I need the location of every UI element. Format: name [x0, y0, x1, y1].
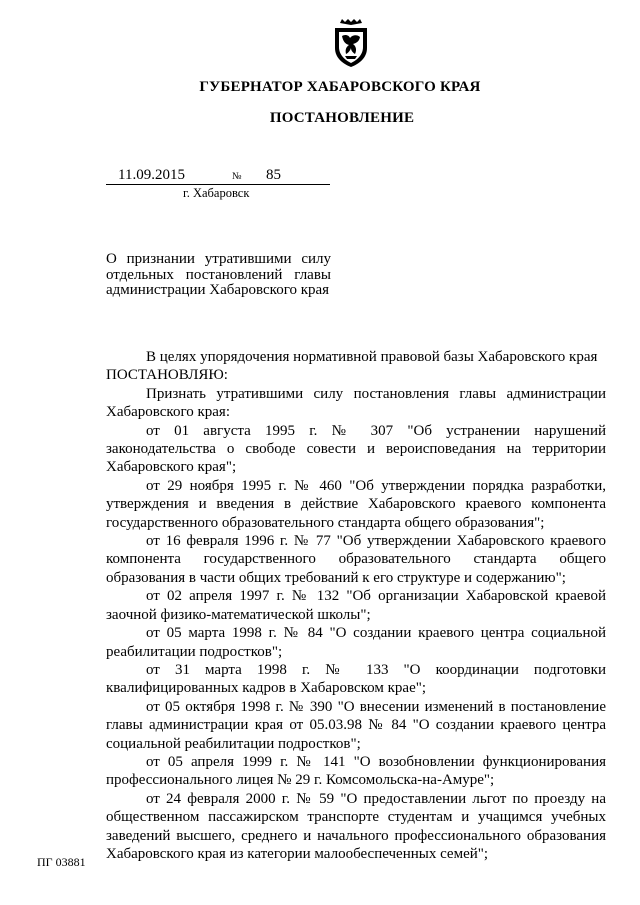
- body-paragraph: от 31 марта 1998 г. № 133 "О координации подготовки квалифицированных кадров в Хабаровском крае";: [106, 661, 606, 697]
- coat-of-arms-icon: [329, 18, 373, 68]
- body-paragraph: от 01 августа 1995 г. № 307 "Об устранении нарушений законодательства о свободе совести и вероисповедания на территории Хабаровского края";: [106, 422, 606, 476]
- document-number: 85: [266, 167, 281, 183]
- body-paragraph: от 16 февраля 1996 г. № 77 "Об утверждении Хабаровского краевого компонента государственного образовательного стандарта общего образования в части общих требований к его структуре и содержанию";: [106, 533, 606, 586]
- body-paragraph: Признать утратившими силу постановления главы администрации Хабаровского края:: [106, 385, 606, 421]
- authority-heading: ГУБЕРНАТОР ХАБАРОВСКОГО КРАЯ: [199, 79, 481, 95]
- document-title: О признании утратившими силу отдельных постановлений главы администрации Хабаровского края: [106, 251, 331, 298]
- document-date: 11.09.2015: [118, 167, 185, 183]
- body-paragraph: от 05 октября 1998 г. № 390 "О внесении изменений в постановление главы администрации края от 05.03.98 № 84 "О создании краевого центра социальной реабилитации подростков";: [106, 698, 606, 752]
- body-paragraph: от 29 ноября 1995 г. № 460 "Об утверждении порядка разработки, утверждения и введения в действие Хабаровского краевого компонента государственного образовательного стандарта общего образования";: [106, 477, 606, 531]
- body-paragraph: от 24 февраля 2000 г. № 59 "О предоставлении льгот по проезду на общественном пассажирском транспорте студентам и учащимся учебных заведений высшего, среднего и начального профессионального образования Хабаровского края из категории малообеспеченных семей";: [106, 790, 606, 862]
- body-paragraph: от 05 апреля 1999 г. № 141 "О возобновлении функционирования профессионального лицея № 29 г. Комсомольска-на-Амуре";: [106, 753, 606, 789]
- number-sign: №: [232, 171, 242, 182]
- document-type-heading: ПОСТАНОВЛЕНИЕ: [269, 110, 415, 126]
- document-city: г. Хабаровск: [183, 186, 250, 200]
- body-paragraph: от 05 марта 1998 г. № 84 "О создании краевого центра социальной реабилитации подростков";: [106, 625, 606, 660]
- body-paragraph: от 02 апреля 1997 г. № 132 "Об организации Хабаровской краевой заочной физико-математической школы";: [106, 588, 606, 623]
- body-paragraph: В целях упорядочения нормативной правовой базы Хабаровского края: [146, 349, 598, 365]
- body-paragraph: ПОСТАНОВЛЯЮ:: [106, 367, 228, 384]
- document-body: [106, 348, 606, 863]
- footer-code: ПГ 03881: [37, 855, 86, 869]
- date-underline: [106, 184, 330, 185]
